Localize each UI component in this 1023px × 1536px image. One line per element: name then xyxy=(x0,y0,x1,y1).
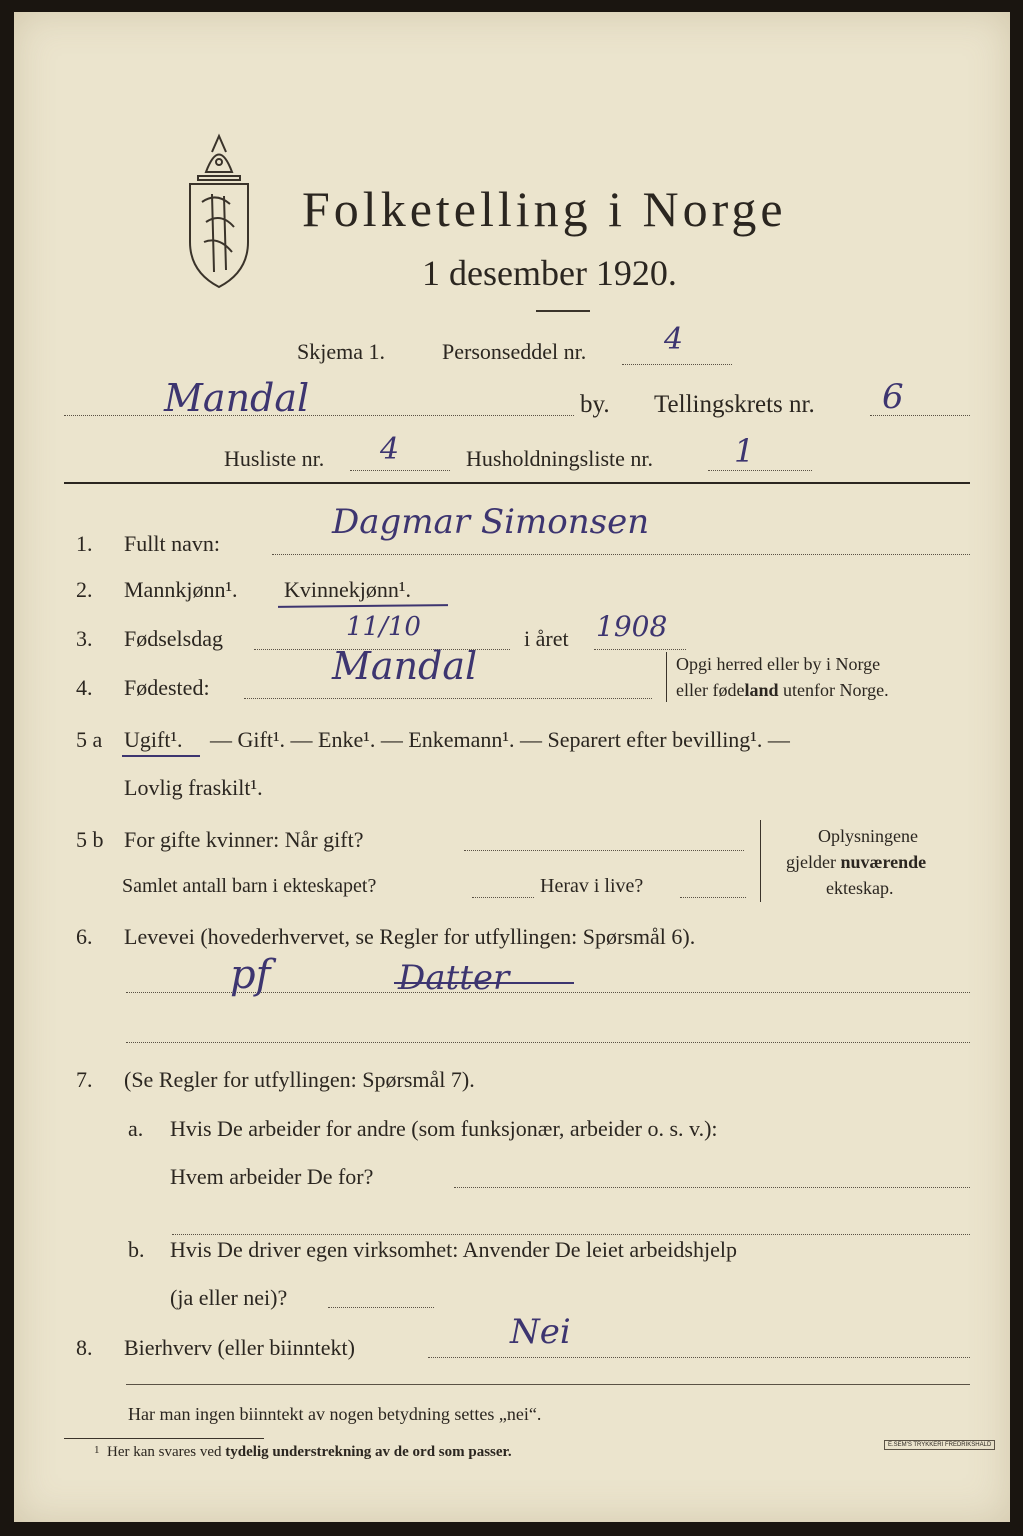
q5b-note-line1: Oplysningene xyxy=(818,826,918,846)
birthday-value[interactable]: 11/10 xyxy=(346,612,421,642)
q4-note-line2: eller fødeland utenfor Norge. xyxy=(676,680,889,700)
side-income-value[interactable]: Nei xyxy=(510,1312,571,1352)
q5b-alive-label: Herav i live? xyxy=(540,875,644,897)
occupation-strikethrough xyxy=(394,982,574,984)
q1-label: Fullt navn: xyxy=(124,531,220,556)
footer-note: Har man ingen biinntekt av nogen betydning settes „nei“. xyxy=(128,1404,542,1424)
q6-number: 6. xyxy=(76,924,93,949)
birth-year-value[interactable]: 1908 xyxy=(596,610,668,643)
coat-of-arms-icon xyxy=(176,132,262,292)
husholdning-label: Husholdningsliste nr. xyxy=(466,446,654,471)
husliste-value[interactable]: 4 xyxy=(380,432,400,467)
gender-female-option[interactable]: Kvinnekjønn¹. xyxy=(284,577,411,602)
q7a-employer-label: Hvem arbeider De for? xyxy=(170,1164,374,1189)
q5b-married-label: For gifte kvinner: Når gift? xyxy=(124,827,364,852)
q5b-note-line2: gjelder nuværende xyxy=(786,852,927,872)
tellingskrets-value[interactable]: 6 xyxy=(882,377,904,417)
q3-label: Fødselsdag xyxy=(124,626,223,651)
q5b-children-label: Samlet antall barn i ekteskapet? xyxy=(122,875,377,897)
q4-label: Fødested: xyxy=(124,675,210,700)
q3-number: 3. xyxy=(76,626,93,651)
q7a-number: a. xyxy=(128,1116,144,1141)
q6-label: Levevei (hovederhvervet, se Regler for utfyllingen: Spørsmål 6). xyxy=(124,924,696,949)
footnote: $^1$ Her kan svares ved tydelig understrekning av de ord som passer. xyxy=(94,1444,512,1460)
page-title: Folketelling i Norge xyxy=(302,181,787,237)
personseddel-label: Personseddel nr. xyxy=(442,339,587,364)
full-name-value[interactable]: Dagmar Simonsen xyxy=(332,502,650,542)
q2-number: 2. xyxy=(76,577,93,602)
q8-number: 8. xyxy=(76,1335,93,1360)
gender-female-underline xyxy=(278,604,448,608)
marital-fraskilt-option[interactable]: Lovlig fraskilt¹. xyxy=(124,775,263,800)
q1-number: 1. xyxy=(76,531,93,556)
q8-label: Bierhverv (eller biinntekt) xyxy=(124,1335,355,1360)
census-form-page xyxy=(14,12,1010,1522)
q4-number: 4. xyxy=(76,675,93,700)
header-rule xyxy=(64,482,970,484)
q5b-note-line3: ekteskap. xyxy=(826,878,894,898)
husliste-label: Husliste nr. xyxy=(224,446,325,471)
occupation-value-b[interactable]: Datter xyxy=(398,958,510,998)
personseddel-value[interactable]: 4 xyxy=(664,322,684,357)
q7-label: (Se Regler for utfyllingen: Spørsmål 7). xyxy=(124,1067,475,1092)
printer-stamp: E.SEM'S TRYKKERI FREDRIKSHALD xyxy=(884,1440,995,1450)
q3-year-label: i året xyxy=(524,626,569,651)
q7b-label: Hvis De driver egen virksomhet: Anvender De leiet arbeidshjelp xyxy=(170,1237,737,1262)
q4-note-line1: Opgi herred eller by i Norge xyxy=(676,654,881,674)
marital-other-options: — Gift¹. — Enke¹. — Enkemann¹. — Separert efter bevilling¹. — xyxy=(210,727,790,752)
birthplace-value[interactable]: Mandal xyxy=(332,644,478,688)
marital-ugift-option[interactable]: Ugift¹. xyxy=(124,727,183,752)
q7b-number: b. xyxy=(128,1237,145,1262)
ugift-underline xyxy=(122,755,200,757)
by-label: by. xyxy=(580,391,610,418)
census-date: 1 desember 1920. xyxy=(422,253,677,293)
q7-number: 7. xyxy=(76,1067,93,1092)
q7a-label: Hvis De arbeider for andre (som funksjonær, arbeider o. s. v.): xyxy=(170,1116,718,1141)
schema-label: Skjema 1. xyxy=(297,339,385,364)
title-divider xyxy=(536,310,590,312)
q5a-number: 5 a xyxy=(76,727,103,752)
q5b-number: 5 b xyxy=(76,827,104,852)
gender-male-option[interactable]: Mannkjønn¹. xyxy=(124,577,238,602)
tellingskrets-label: Tellingskrets nr. xyxy=(654,391,815,418)
occupation-value-a[interactable]: pf xyxy=(230,952,271,998)
husholdning-value[interactable]: 1 xyxy=(734,432,755,470)
q7b-answer-label: (ja eller nei)? xyxy=(170,1285,288,1310)
city-value[interactable]: Mandal xyxy=(164,376,310,420)
